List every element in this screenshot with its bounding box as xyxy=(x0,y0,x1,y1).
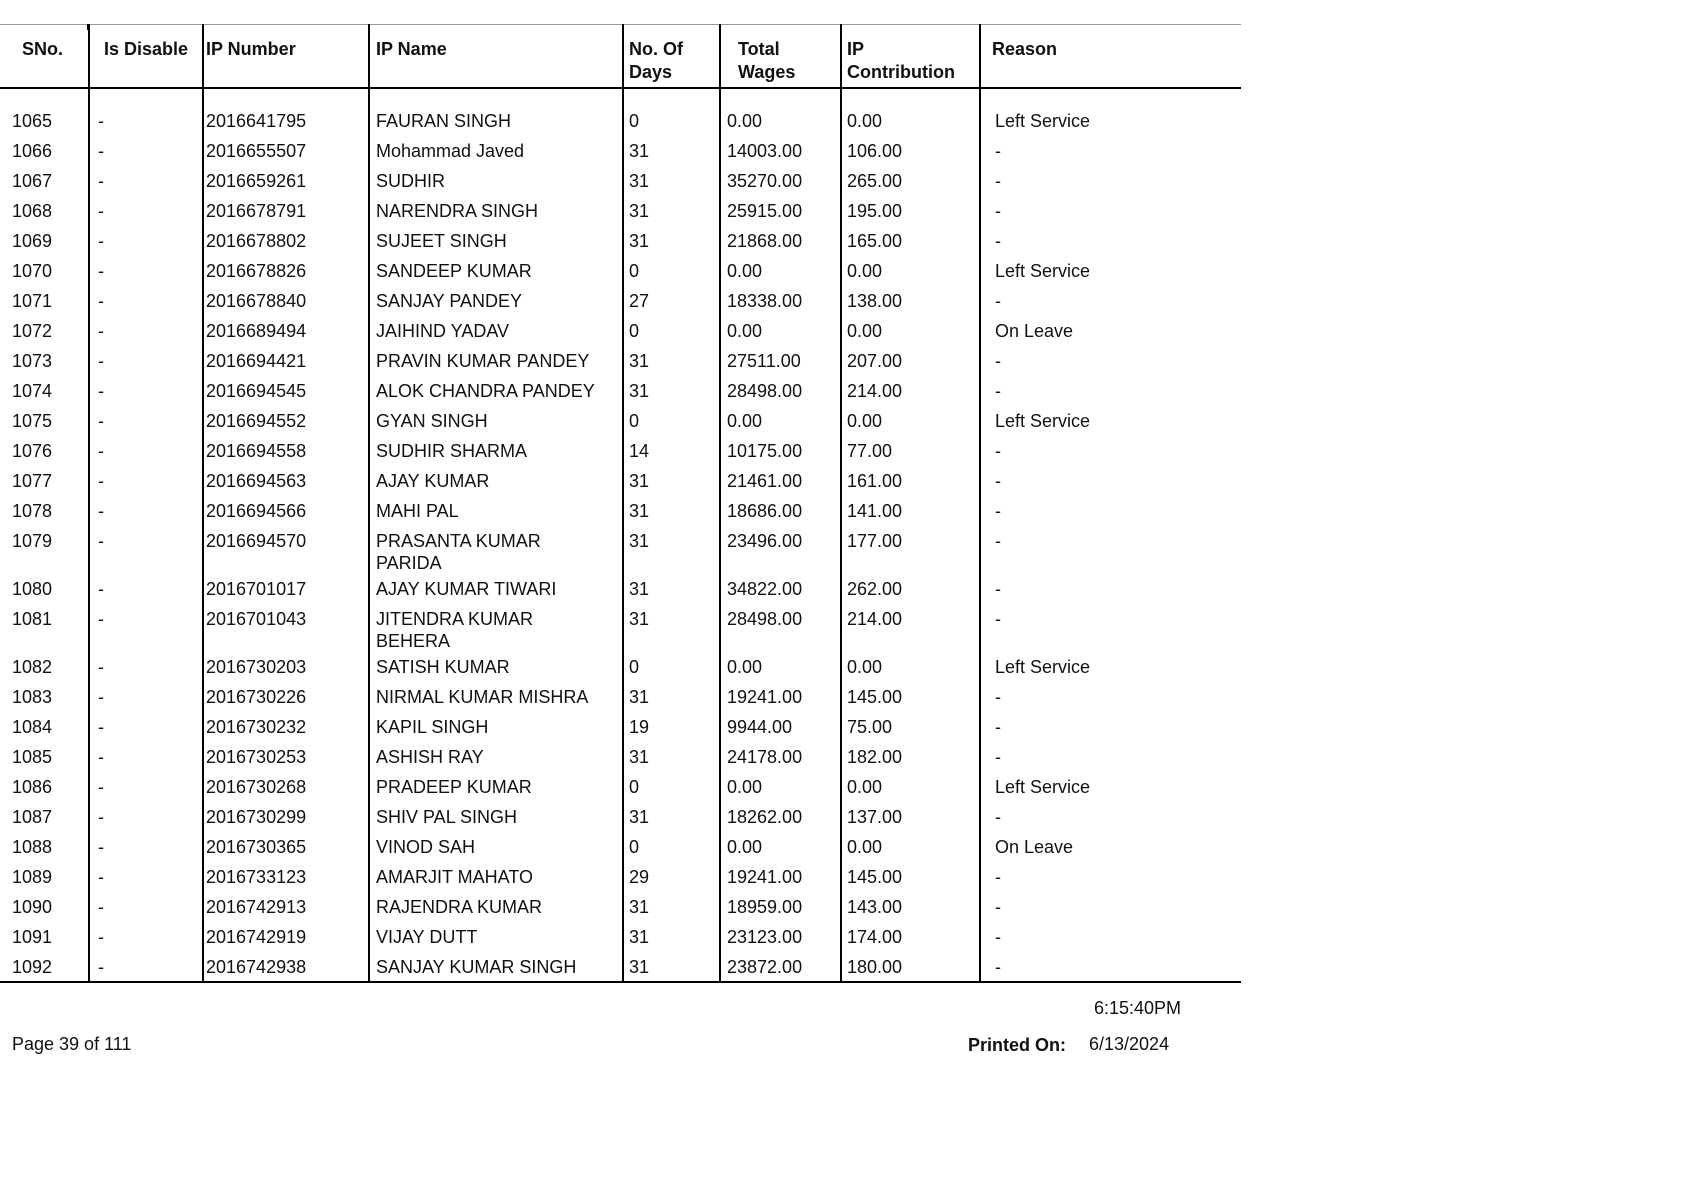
cell-sno: 1067 xyxy=(0,166,89,196)
cell-days: 31 xyxy=(623,802,720,832)
cell-reason: Left Service xyxy=(995,410,1091,431)
table-row xyxy=(0,346,1241,376)
cell-ip-contribution: 75.00 xyxy=(841,712,980,742)
cell-sno: 1092 xyxy=(0,952,89,982)
cell-ip-contribution: 182.00 xyxy=(841,742,980,772)
table-row xyxy=(0,436,1241,466)
cell-reason: Left Service xyxy=(995,656,1091,677)
cell-total-wages: 18959.00 xyxy=(720,892,841,922)
table-row xyxy=(0,136,1241,166)
cell-total-wages: 23496.00 xyxy=(720,526,841,574)
cell-days: 0 xyxy=(623,772,720,802)
cell-reason: - xyxy=(995,380,1001,401)
table-row xyxy=(0,712,1241,742)
table-row xyxy=(0,604,1241,652)
cell-ip-contribution: 77.00 xyxy=(841,436,980,466)
cell-ip-number: 2016730226 xyxy=(203,682,369,712)
cell-is-disable: - xyxy=(89,226,203,256)
table-row xyxy=(0,802,1241,832)
cell-total-wages: 27511.00 xyxy=(720,346,841,376)
cell-sno: 1070 xyxy=(0,256,89,286)
header-ip-contribution: IP Contribution xyxy=(841,25,980,88)
cell-is-disable: - xyxy=(89,772,203,802)
table-row xyxy=(0,286,1241,316)
cell-ip-number: 2016678840 xyxy=(203,286,369,316)
printed-on-label: Printed On: xyxy=(968,1035,1066,1055)
table-row xyxy=(0,166,1241,196)
cell-days: 19 xyxy=(623,712,720,742)
cell-ip-contribution: 174.00 xyxy=(841,922,980,952)
cell-ip-name: PRAVIN KUMAR PANDEY xyxy=(369,346,623,376)
cell-ip-name: AJAY KUMAR xyxy=(369,466,623,496)
cell-ip-name: AJAY KUMAR TIWARI xyxy=(369,574,623,604)
cell-ip-contribution: 165.00 xyxy=(841,226,980,256)
cell-is-disable: - xyxy=(89,712,203,742)
cell-days: 31 xyxy=(623,892,720,922)
cell-is-disable: - xyxy=(89,136,203,166)
cell-days: 31 xyxy=(623,922,720,952)
table-row xyxy=(0,862,1241,892)
cell-ip-contribution: 214.00 xyxy=(841,376,980,406)
cell-ip-name: SATISH KUMAR xyxy=(369,652,623,682)
cell-total-wages: 35270.00 xyxy=(720,166,841,196)
cell-total-wages: 23123.00 xyxy=(720,922,841,952)
cell-sno: 1081 xyxy=(0,604,89,652)
cell-ip-number: 2016742938 xyxy=(203,952,369,982)
cell-sno: 1076 xyxy=(0,436,89,466)
cell-ip-name: VINOD SAH xyxy=(369,832,623,862)
table-body xyxy=(0,88,1241,982)
cell-total-wages: 21461.00 xyxy=(720,466,841,496)
cell-ip-contribution: 180.00 xyxy=(841,952,980,982)
cell-ip-contribution: 145.00 xyxy=(841,682,980,712)
cell-ip-number: 2016694545 xyxy=(203,376,369,406)
cell-days: 31 xyxy=(623,226,720,256)
cell-is-disable: - xyxy=(89,196,203,226)
cell-total-wages: 0.00 xyxy=(720,316,841,346)
cell-days: 31 xyxy=(623,742,720,772)
cell-ip-number: 2016694421 xyxy=(203,346,369,376)
table-row xyxy=(0,772,1241,802)
table-row xyxy=(0,376,1241,406)
cell-reason: On Leave xyxy=(995,836,1074,857)
table-header-row xyxy=(0,25,1241,88)
cell-days: 31 xyxy=(623,526,720,574)
cell-reason: - xyxy=(995,578,1001,599)
cell-is-disable: - xyxy=(89,526,203,574)
cell-ip-name: ALOK CHANDRA PANDEY xyxy=(369,376,623,406)
column-tick xyxy=(87,24,89,30)
cell-ip-contribution: 145.00 xyxy=(841,862,980,892)
cell-is-disable: - xyxy=(89,316,203,346)
cell-sno: 1073 xyxy=(0,346,89,376)
cell-ip-number: 2016694563 xyxy=(203,466,369,496)
header-is-disable: Is Disable xyxy=(89,25,203,88)
cell-total-wages: 21868.00 xyxy=(720,226,841,256)
table-row xyxy=(0,574,1241,604)
cell-ip-number: 2016730268 xyxy=(203,772,369,802)
cell-total-wages: 18262.00 xyxy=(720,802,841,832)
cell-ip-contribution: 195.00 xyxy=(841,196,980,226)
page-number: Page 39 of 111 xyxy=(12,1034,132,1054)
cell-days: 31 xyxy=(623,466,720,496)
cell-days: 31 xyxy=(623,346,720,376)
cell-ip-number: 2016730203 xyxy=(203,652,369,682)
cell-ip-name: SANJAY PANDEY xyxy=(369,286,623,316)
cell-reason: Left Service xyxy=(995,110,1091,131)
cell-reason: - xyxy=(995,716,1001,737)
cell-ip-contribution: 106.00 xyxy=(841,136,980,166)
cell-total-wages: 0.00 xyxy=(720,106,841,136)
table-row xyxy=(0,226,1241,256)
cell-days: 27 xyxy=(623,286,720,316)
cell-is-disable: - xyxy=(89,574,203,604)
contribution-report xyxy=(0,24,1241,983)
cell-total-wages: 19241.00 xyxy=(720,862,841,892)
cell-ip-number: 2016742913 xyxy=(203,892,369,922)
cell-ip-contribution: 214.00 xyxy=(841,604,980,652)
cell-sno: 1090 xyxy=(0,892,89,922)
cell-ip-name: NIRMAL KUMAR MISHRA xyxy=(369,682,623,712)
cell-sno: 1068 xyxy=(0,196,89,226)
cell-ip-number: 2016689494 xyxy=(203,316,369,346)
cell-ip-name: SANJAY KUMAR SINGH xyxy=(369,952,623,982)
cell-reason: - xyxy=(995,470,1001,491)
cell-ip-name: AMARJIT MAHATO xyxy=(369,862,623,892)
table-row xyxy=(0,832,1241,862)
cell-ip-contribution: 0.00 xyxy=(841,316,980,346)
cell-ip-name: Mohammad Javed xyxy=(369,136,623,166)
cell-ip-number: 2016694552 xyxy=(203,406,369,436)
print-time: 6:15:40PM xyxy=(1094,998,1182,1018)
cell-is-disable: - xyxy=(89,862,203,892)
cell-total-wages: 9944.00 xyxy=(720,712,841,742)
cell-ip-number: 2016678791 xyxy=(203,196,369,226)
cell-reason: - xyxy=(995,926,1001,947)
cell-total-wages: 0.00 xyxy=(720,256,841,286)
cell-is-disable: - xyxy=(89,832,203,862)
table-row xyxy=(0,652,1241,682)
cell-sno: 1078 xyxy=(0,496,89,526)
cell-total-wages: 23872.00 xyxy=(720,952,841,982)
header-no-of-days: No. Of Days xyxy=(623,25,720,88)
cell-ip-name: JAIHIND YADAV xyxy=(369,316,623,346)
table-row xyxy=(0,466,1241,496)
cell-total-wages: 28498.00 xyxy=(720,376,841,406)
cell-is-disable: - xyxy=(89,802,203,832)
cell-reason: - xyxy=(995,140,1001,161)
cell-days: 31 xyxy=(623,136,720,166)
table-row xyxy=(0,256,1241,286)
cell-ip-number: 2016678802 xyxy=(203,226,369,256)
header-ip-number: IP Number xyxy=(203,25,369,88)
cell-ip-number: 2016730253 xyxy=(203,742,369,772)
cell-ip-name: NARENDRA SINGH xyxy=(369,196,623,226)
cell-is-disable: - xyxy=(89,256,203,286)
cell-ip-name: PRASANTA KUMAR PARIDA xyxy=(369,526,623,574)
table-row xyxy=(0,526,1241,574)
table-row xyxy=(0,496,1241,526)
cell-total-wages: 10175.00 xyxy=(720,436,841,466)
cell-days: 31 xyxy=(623,574,720,604)
printed-on-date: 6/13/2024 xyxy=(1089,1034,1170,1054)
cell-days: 31 xyxy=(623,496,720,526)
cell-days: 0 xyxy=(623,106,720,136)
cell-days: 0 xyxy=(623,316,720,346)
cell-ip-name: SANDEEP KUMAR xyxy=(369,256,623,286)
cell-ip-name: MAHI PAL xyxy=(369,496,623,526)
cell-sno: 1071 xyxy=(0,286,89,316)
cell-is-disable: - xyxy=(89,466,203,496)
cell-is-disable: - xyxy=(89,682,203,712)
cell-is-disable: - xyxy=(89,742,203,772)
header-sno: SNo. xyxy=(0,25,89,88)
cell-sno: 1086 xyxy=(0,772,89,802)
cell-total-wages: 34822.00 xyxy=(720,574,841,604)
cell-days: 0 xyxy=(623,256,720,286)
cell-reason: - xyxy=(995,806,1001,827)
cell-is-disable: - xyxy=(89,952,203,982)
cell-ip-number: 2016730232 xyxy=(203,712,369,742)
cell-is-disable: - xyxy=(89,286,203,316)
table-row xyxy=(0,742,1241,772)
cell-is-disable: - xyxy=(89,346,203,376)
cell-ip-number: 2016678826 xyxy=(203,256,369,286)
cell-ip-number: 2016694570 xyxy=(203,526,369,574)
cell-is-disable: - xyxy=(89,376,203,406)
table-row xyxy=(0,922,1241,952)
cell-reason: - xyxy=(995,530,1001,551)
cell-ip-name: ASHISH RAY xyxy=(369,742,623,772)
table-spacer-row xyxy=(0,88,1241,106)
cell-ip-number: 2016730299 xyxy=(203,802,369,832)
cell-days: 31 xyxy=(623,196,720,226)
cell-is-disable: - xyxy=(89,652,203,682)
cell-ip-number: 2016733123 xyxy=(203,862,369,892)
cell-days: 31 xyxy=(623,682,720,712)
cell-sno: 1089 xyxy=(0,862,89,892)
table-row xyxy=(0,952,1241,982)
cell-reason: - xyxy=(995,500,1001,521)
cell-days: 31 xyxy=(623,376,720,406)
cell-days: 31 xyxy=(623,166,720,196)
cell-sno: 1084 xyxy=(0,712,89,742)
cell-sno: 1083 xyxy=(0,682,89,712)
cell-total-wages: 24178.00 xyxy=(720,742,841,772)
cell-is-disable: - xyxy=(89,166,203,196)
cell-total-wages: 14003.00 xyxy=(720,136,841,166)
cell-reason: - xyxy=(995,686,1001,707)
cell-sno: 1082 xyxy=(0,652,89,682)
cell-reason: - xyxy=(980,952,1241,982)
cell-sno: 1085 xyxy=(0,742,89,772)
cell-ip-contribution: 138.00 xyxy=(841,286,980,316)
cell-ip-contribution: 0.00 xyxy=(841,832,980,862)
cell-total-wages: 0.00 xyxy=(720,652,841,682)
cell-ip-number: 2016659261 xyxy=(203,166,369,196)
cell-reason: - xyxy=(995,896,1001,917)
cell-is-disable: - xyxy=(89,406,203,436)
cell-ip-name: RAJENDRA KUMAR xyxy=(369,892,623,922)
cell-sno: 1072 xyxy=(0,316,89,346)
cell-ip-number: 2016694566 xyxy=(203,496,369,526)
cell-reason: - xyxy=(995,608,1001,629)
cell-reason: Left Service xyxy=(995,776,1091,797)
table-row xyxy=(0,682,1241,712)
cell-days: 31 xyxy=(623,952,720,982)
cell-ip-name: JITENDRA KUMAR BEHERA xyxy=(369,604,623,652)
cell-sno: 1075 xyxy=(0,406,89,436)
cell-total-wages: 0.00 xyxy=(720,772,841,802)
table-row xyxy=(0,406,1241,436)
cell-ip-contribution: 177.00 xyxy=(841,526,980,574)
cell-ip-name: SUDHIR SHARMA xyxy=(369,436,623,466)
cell-is-disable: - xyxy=(89,436,203,466)
cell-ip-contribution: 141.00 xyxy=(841,496,980,526)
cell-days: 14 xyxy=(623,436,720,466)
cell-total-wages: 0.00 xyxy=(720,406,841,436)
cell-days: 0 xyxy=(623,832,720,862)
cell-ip-name: FAURAN SINGH xyxy=(369,106,623,136)
cell-reason: - xyxy=(995,350,1001,371)
cell-reason: - xyxy=(995,866,1001,887)
cell-total-wages: 25915.00 xyxy=(720,196,841,226)
cell-sno: 1077 xyxy=(0,466,89,496)
cell-days: 0 xyxy=(623,406,720,436)
contribution-table xyxy=(0,24,1241,983)
header-reason: Reason xyxy=(980,25,1241,88)
cell-ip-contribution: 161.00 xyxy=(841,466,980,496)
cell-reason: - xyxy=(995,440,1001,461)
cell-sno: 1087 xyxy=(0,802,89,832)
cell-ip-name: VIJAY DUTT xyxy=(369,922,623,952)
table-row xyxy=(0,892,1241,922)
cell-total-wages: 18686.00 xyxy=(720,496,841,526)
cell-is-disable: - xyxy=(89,106,203,136)
table-row xyxy=(0,316,1241,346)
header-ip-name: IP Name xyxy=(369,25,623,88)
cell-is-disable: - xyxy=(89,892,203,922)
cell-ip-number: 2016701043 xyxy=(203,604,369,652)
cell-sno: 1088 xyxy=(0,832,89,862)
cell-ip-contribution: 143.00 xyxy=(841,892,980,922)
cell-total-wages: 18338.00 xyxy=(720,286,841,316)
cell-ip-name: GYAN SINGH xyxy=(369,406,623,436)
cell-ip-name: KAPIL SINGH xyxy=(369,712,623,742)
cell-ip-contribution: 265.00 xyxy=(841,166,980,196)
cell-reason: - xyxy=(995,200,1001,221)
cell-is-disable: - xyxy=(89,604,203,652)
cell-total-wages: 19241.00 xyxy=(720,682,841,712)
cell-ip-number: 2016742919 xyxy=(203,922,369,952)
cell-reason: - xyxy=(995,230,1001,251)
header-total-wages: Total Wages xyxy=(720,25,841,88)
cell-reason: - xyxy=(995,170,1001,191)
cell-days: 29 xyxy=(623,862,720,892)
cell-ip-number: 2016641795 xyxy=(203,106,369,136)
cell-days: 0 xyxy=(623,652,720,682)
cell-reason: - xyxy=(995,290,1001,311)
cell-ip-number: 2016694558 xyxy=(203,436,369,466)
cell-ip-number: 2016730365 xyxy=(203,832,369,862)
cell-total-wages: 0.00 xyxy=(720,832,841,862)
cell-sno: 1066 xyxy=(0,136,89,166)
cell-ip-contribution: 207.00 xyxy=(841,346,980,376)
table-row xyxy=(0,196,1241,226)
cell-reason: On Leave xyxy=(995,320,1074,341)
cell-ip-name: SHIV PAL SINGH xyxy=(369,802,623,832)
cell-is-disable: - xyxy=(89,922,203,952)
cell-sno: 1074 xyxy=(0,376,89,406)
cell-ip-name: PRADEEP KUMAR xyxy=(369,772,623,802)
cell-ip-contribution: 0.00 xyxy=(841,406,980,436)
cell-ip-contribution: 262.00 xyxy=(841,574,980,604)
cell-ip-name: SUJEET SINGH xyxy=(369,226,623,256)
cell-sno: 1079 xyxy=(0,526,89,574)
cell-ip-contribution: 137.00 xyxy=(841,802,980,832)
cell-sno: 1080 xyxy=(0,574,89,604)
cell-sno: 1065 xyxy=(0,106,89,136)
cell-ip-contribution: 0.00 xyxy=(841,106,980,136)
cell-reason: - xyxy=(995,746,1001,767)
cell-total-wages: 28498.00 xyxy=(720,604,841,652)
cell-sno: 1091 xyxy=(0,922,89,952)
cell-reason: Left Service xyxy=(995,260,1091,281)
cell-ip-name: SUDHIR xyxy=(369,166,623,196)
cell-days: 31 xyxy=(623,604,720,652)
cell-ip-contribution: 0.00 xyxy=(841,256,980,286)
cell-ip-number: 2016701017 xyxy=(203,574,369,604)
cell-ip-number: 2016655507 xyxy=(203,136,369,166)
cell-ip-contribution: 0.00 xyxy=(841,652,980,682)
cell-sno: 1069 xyxy=(0,226,89,256)
cell-ip-contribution: 0.00 xyxy=(841,772,980,802)
table-row xyxy=(0,106,1241,136)
cell-is-disable: - xyxy=(89,496,203,526)
